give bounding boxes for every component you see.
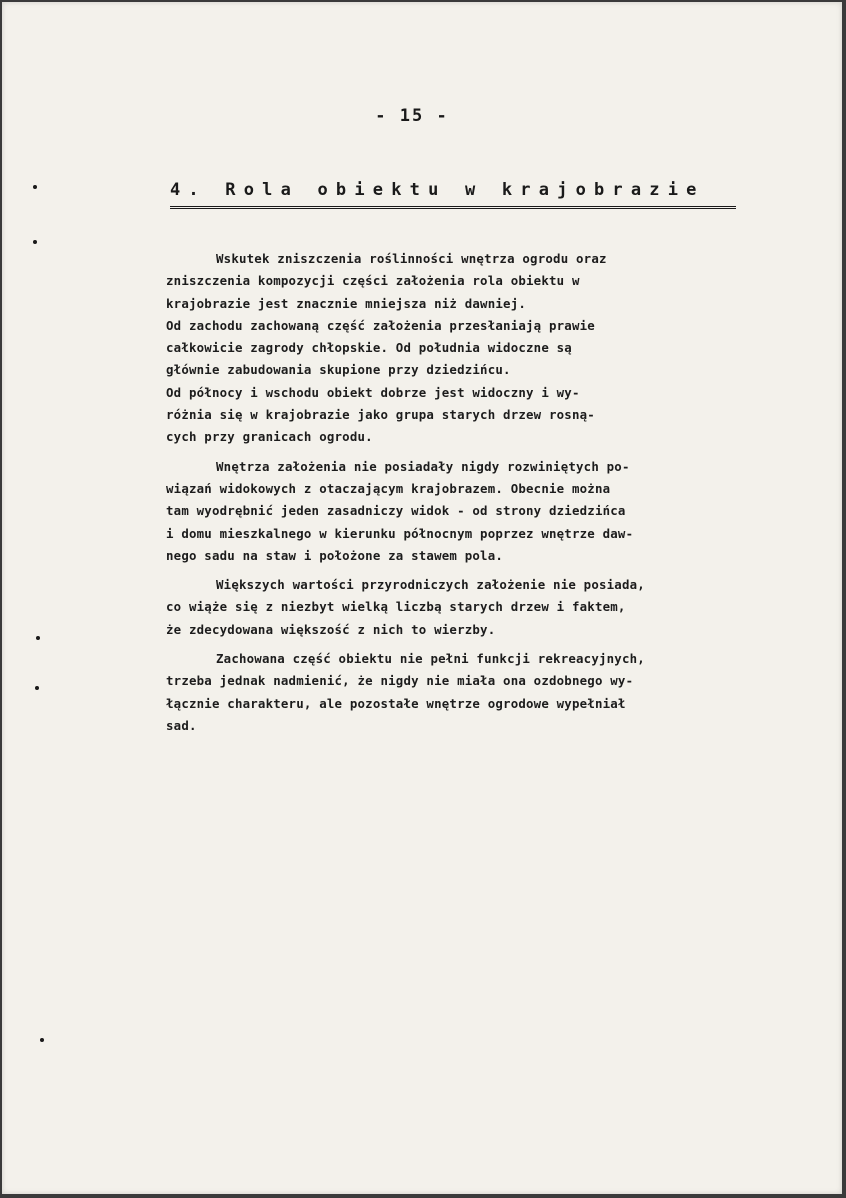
text-line: różnia się w krajobrazie jako grupa starych drzew rosną- xyxy=(166,407,595,423)
text-line: Od północy i wschodu obiekt dobrze jest widoczny i wy- xyxy=(166,384,580,400)
section-heading: 4. Rola obiektu w krajobrazie xyxy=(170,180,736,209)
margin-mark xyxy=(36,636,40,640)
document-page xyxy=(2,2,842,1194)
text-line: Zachowana część obiektu nie pełni funkcji rekreacyjnych, xyxy=(216,651,645,667)
text-line: Większych wartości przyrodniczych założenie nie posiada, xyxy=(216,577,645,593)
text-line: i domu mieszkalnego w kierunku północnym poprzez wnętrze daw- xyxy=(166,525,634,541)
text-line: tam wyodrębnić jeden zasadniczy widok - od strony dziedzińca xyxy=(166,503,626,519)
text-line: że zdecydowana większość z nich to wierzby. xyxy=(166,621,496,637)
text-line: trzeba jednak nadmienić, że nigdy nie miała ona ozdobnego wy- xyxy=(166,673,634,689)
text-line: sad. xyxy=(166,717,197,733)
margin-mark xyxy=(40,1038,44,1042)
text-line: Od zachodu zachowaną część założenia przesłaniają prawie xyxy=(166,317,595,333)
text-line: zniszczenia kompozycji części założenia rola obiektu w xyxy=(166,273,580,289)
text-line: Wnętrza założenia nie posiadały nigdy rozwiniętych po- xyxy=(216,458,630,474)
text-line: co wiąże się z niezbyt wielką liczbą starych drzew i faktem, xyxy=(166,599,626,615)
text-line: głównie zabudowania skupione przy dziedzińcu. xyxy=(166,362,511,378)
text-line: całkowicie zagrody chłopskie. Od południa widoczne są xyxy=(166,340,572,356)
text-line: wiązań widokowych z otaczającym krajobrazem. Obecnie można xyxy=(166,480,611,496)
text-line: cych przy granicach ogrodu. xyxy=(166,429,373,445)
paragraph-3 xyxy=(166,574,798,641)
text-line: krajobrazie jest znacznie mniejsza niż dawniej. xyxy=(166,295,527,311)
margin-mark xyxy=(35,686,39,690)
document-body xyxy=(166,248,798,737)
text-line: nego sadu na staw i położone za stawem pola. xyxy=(166,547,504,563)
text-line: łącznie charakteru, ale pozostałe wnętrze ogrodowe wypełniał xyxy=(166,695,626,711)
margin-mark xyxy=(33,240,37,244)
text-line: Wskutek zniszczenia roślinności wnętrza ogrodu oraz xyxy=(216,251,607,266)
paragraph-1 xyxy=(166,248,798,449)
paragraph-2 xyxy=(166,456,798,567)
paragraph-4 xyxy=(166,648,798,737)
page-number: - 15 - xyxy=(375,106,449,126)
margin-mark xyxy=(33,185,37,189)
